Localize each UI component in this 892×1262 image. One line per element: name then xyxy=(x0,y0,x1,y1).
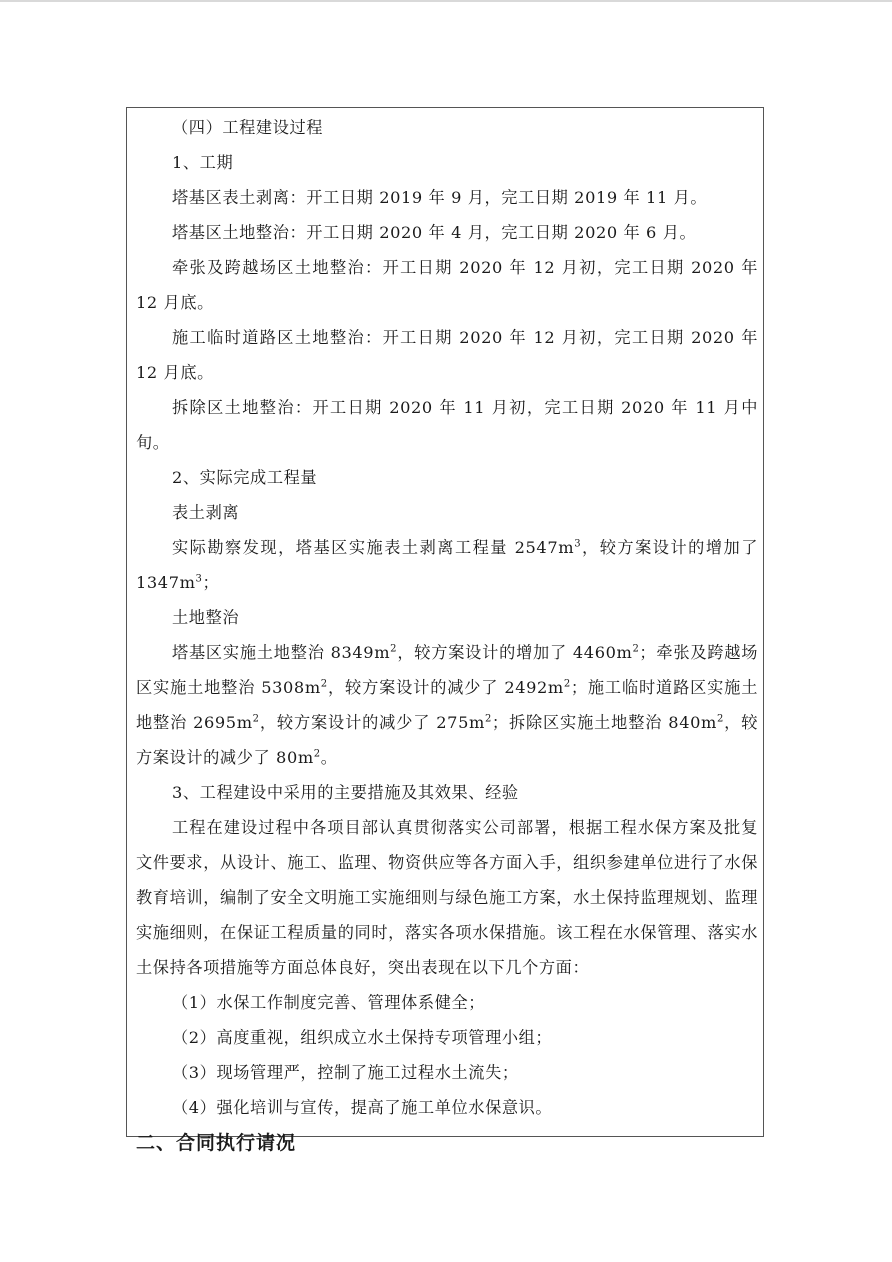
top-rule xyxy=(0,0,892,2)
section-title: （四）工程建设过程 xyxy=(172,118,324,137)
topsoil-paragraph: 实际勘察发现，塔基区实施表土剥离工程量 $2547m^3$，较方案设计的增加了 $1347m^3$； xyxy=(136,538,758,592)
topsoil-subheading: 表土剥离 xyxy=(172,503,240,522)
measure-item: （3）现场管理严，控制了施工过程水土流失； xyxy=(172,1063,519,1082)
measures-heading: 3、工程建设中采用的主要措施及其效果、经验 xyxy=(172,783,519,802)
measure-item: （2）高度重视，组织成立水土保持专项管理小组； xyxy=(172,1028,553,1047)
period-line: 拆除区土地整治：开工日期 2020 年 11 月初，完工日期 2020 年 11 月中旬。 xyxy=(136,398,758,452)
period-line: 施工临时道路区土地整治：开工日期 2020 年 12 月初，完工日期 2020 年 12 月底。 xyxy=(136,328,758,382)
land-subheading: 土地整治 xyxy=(172,608,240,627)
document-body xyxy=(136,110,758,1161)
land-paragraph: 塔基区实施土地整治 $8349m^2$，较方案设计的增加了 $4460m^2$；牵张及跨越场区实施土地整治 $5308m^2$，较方案设计的减少了 $2492m^2$；施工临时道路区实施土地整治 $2695m^2$，较方案设计的减少了 $275m^2$；拆除区实施土地整治 $840m^2$，较方案设计的减少了 $80m^2$。 xyxy=(136,643,759,767)
period-line: 塔基区表土剥离：开工日期 2019 年 9 月，完工日期 2019 年 11 月。 xyxy=(172,188,708,207)
quantities-heading: 2、实际完成工程量 xyxy=(172,468,318,487)
next-section-heading: 二、合同执行请况 xyxy=(136,1132,297,1154)
period-heading: 1、工期 xyxy=(172,153,234,172)
measures-body: 工程在建设过程中各项目部认真贯彻落实公司部署，根据工程水保方案及批复文件要求，从设计、施工、监理、物资供应等各方面入手，组织参建单位进行了水保教育培训，编制了安全文明施工实施细则与绿色施工方案，水土保持监理规划、监理实施细则，在保证工程质量的同时，落实各项水保措施。该工程在水保管理、落实水土保持各项措施等方面总体良好，突出表现在以下几个方面： xyxy=(136,818,758,977)
measure-item: （4）强化培训与宣传，提高了施工单位水保意识。 xyxy=(172,1098,553,1117)
period-line: 牵张及跨越场区土地整治：开工日期 2020 年 12 月初，完工日期 2020 年 12 月底。 xyxy=(136,258,758,312)
measure-item: （1）水保工作制度完善、管理体系健全； xyxy=(172,993,486,1012)
period-line: 塔基区土地整治：开工日期 2020 年 4 月，完工日期 2020 年 6 月。 xyxy=(172,223,697,242)
